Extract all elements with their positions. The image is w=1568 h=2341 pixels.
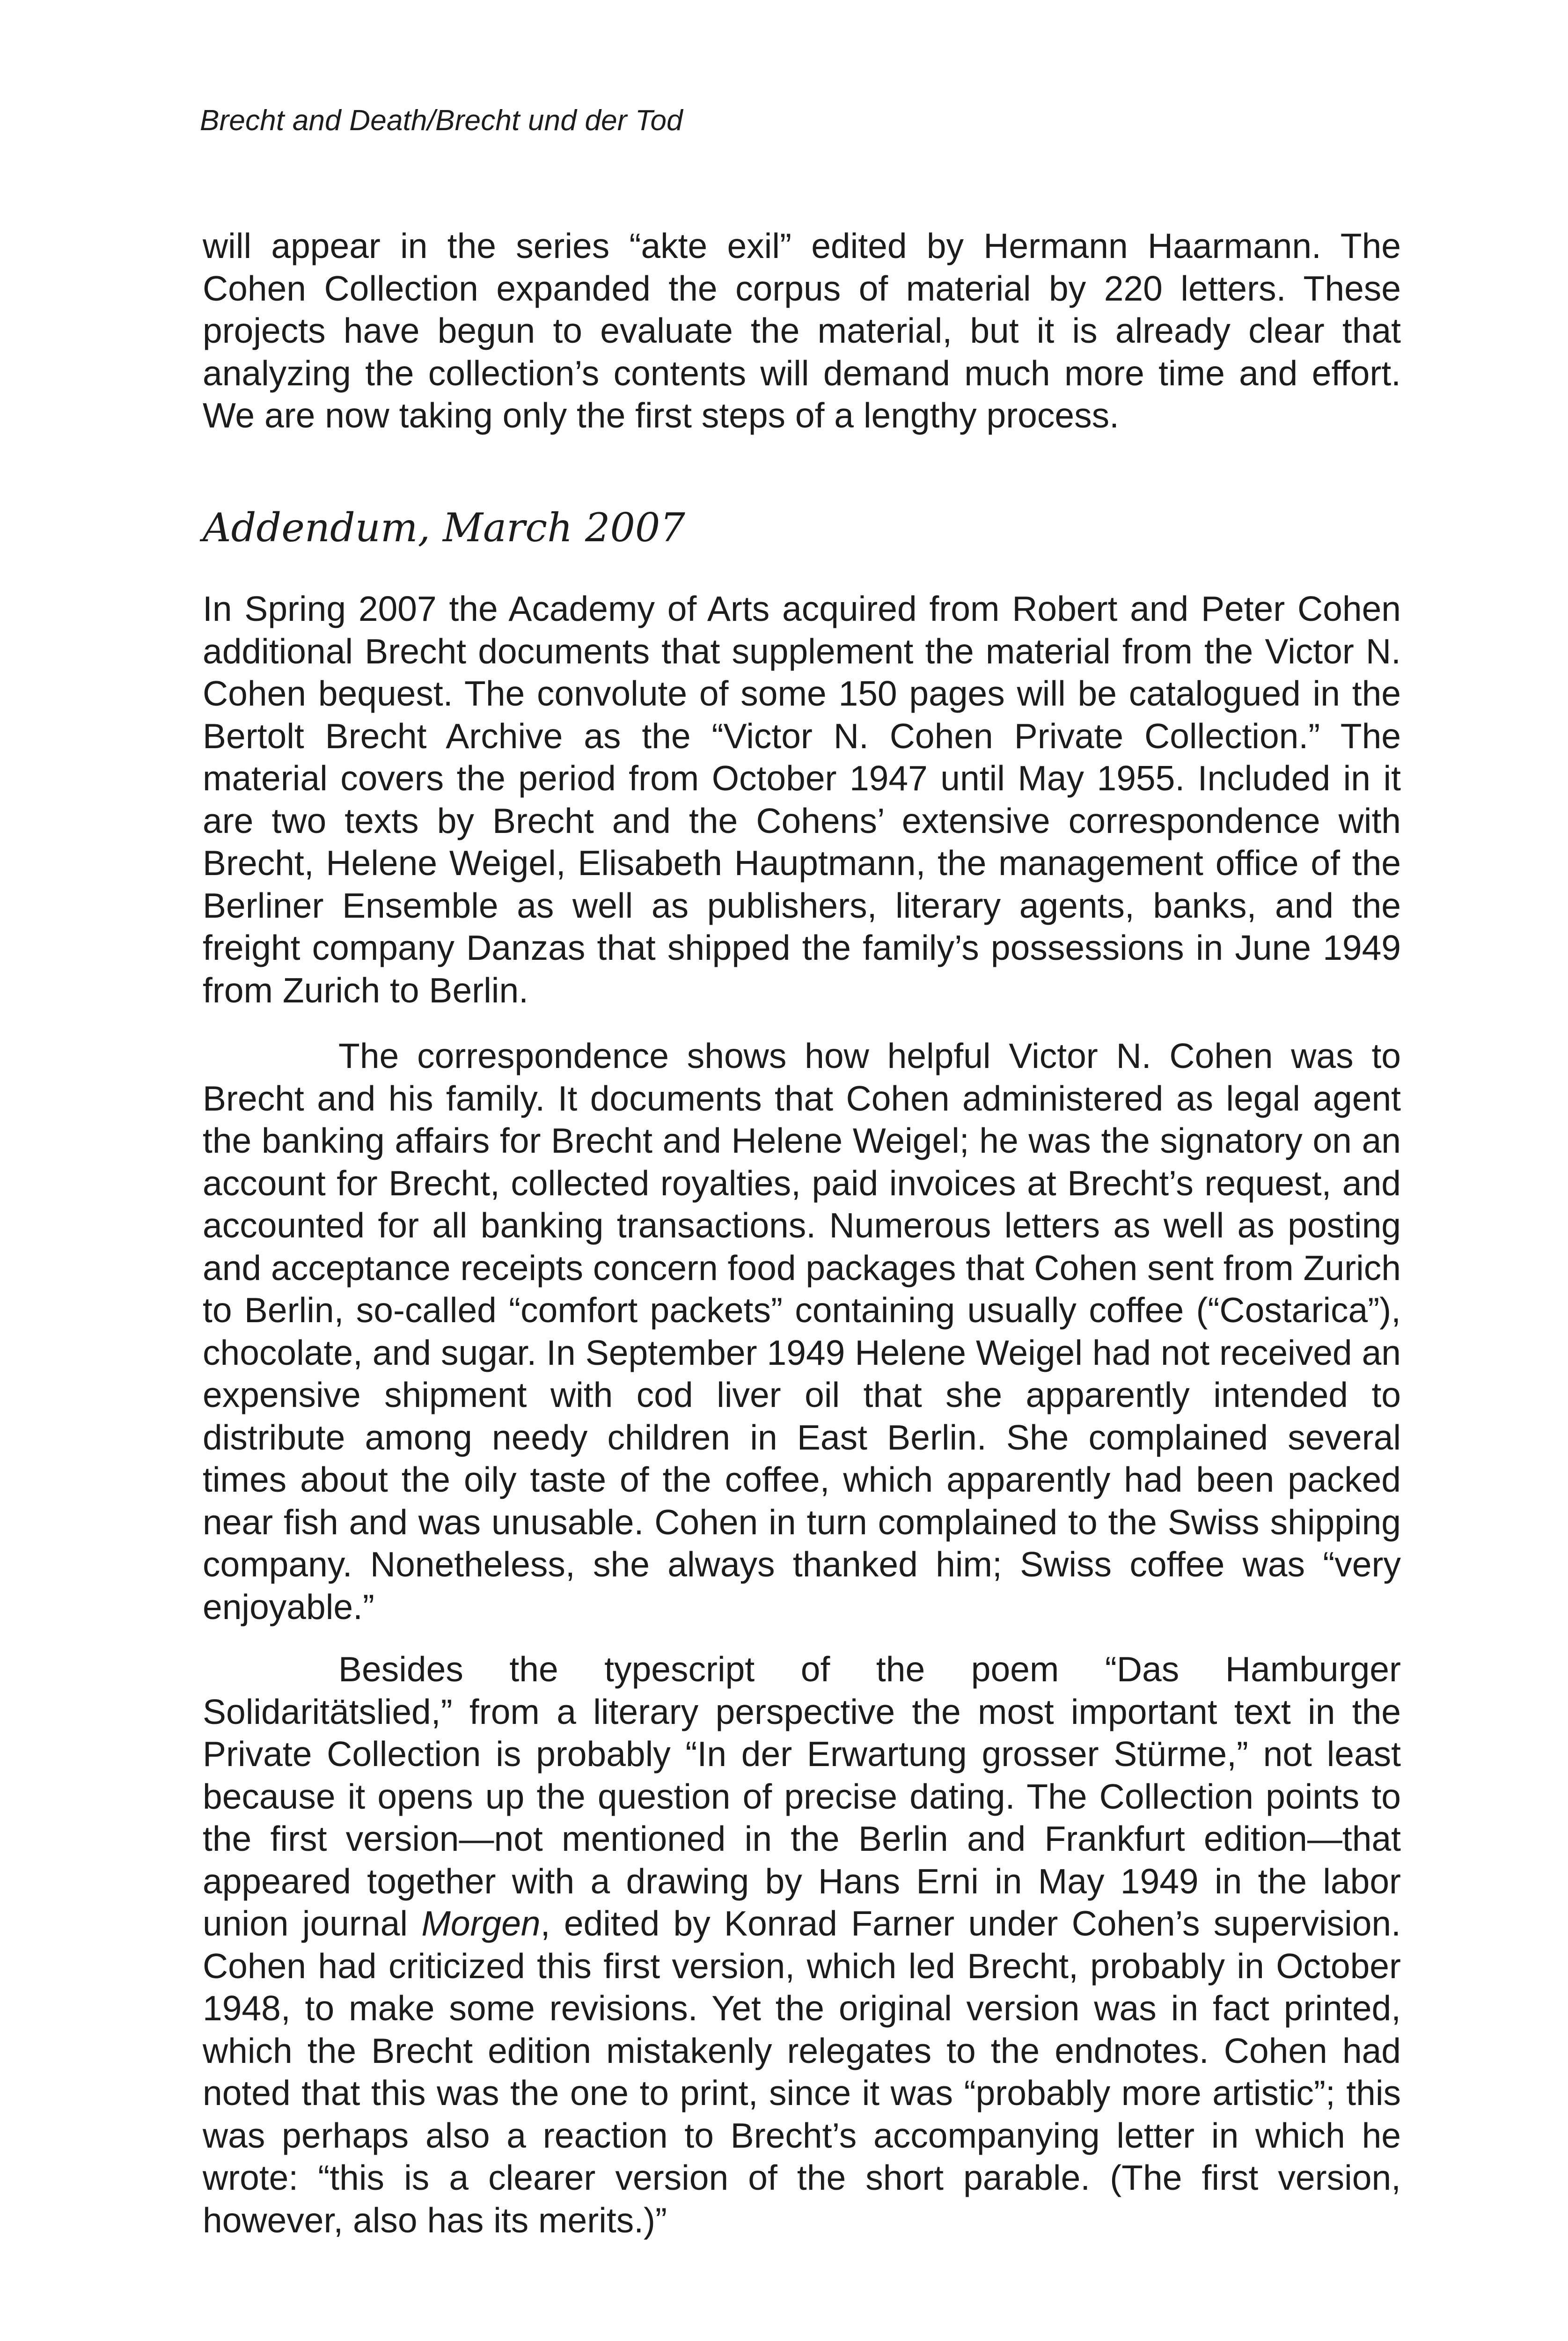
paragraph-4-part-2: , edited by Konrad Farner under Cohen’s supervision. Cohen had criticized this first version, which led Brecht, probably in October 1948, to make some revisions. Yet the original version was in fact printed, which the Brecht edition mistakenly relegates to the endnotes. Cohen had noted that this was the one to print, since it was “probably more artistic”; this was perhaps also a reaction to Brecht’s accompanying letter in which he wrote: “this is a clearer version of the short parable. (The first version, however, also has its merits.)” bbox=[203, 1904, 1401, 2240]
paragraph-1: will appear in the series “akte exil” edited by Hermann Haarmann. The Cohen Collection expanded the corpus of material by 220 letters. These projects have begun to evaluate the material, but it is already clear that analyzing the collection’s contents will demand much more time and effort. We are now taking only the first steps of a lengthy process. bbox=[203, 226, 1401, 435]
paragraph-4 bbox=[203, 1648, 1401, 2241]
journal-title: Morgen bbox=[421, 1904, 541, 1943]
running-head: Brecht and Death/Brecht und der Tod bbox=[200, 104, 683, 137]
paragraph-3: The correspondence shows how helpful Victor N. Cohen was to Brecht and his family. It documents that Cohen administered as legal agent the banking affairs for Brecht and Helene Weigel; he was the signatory on an account for Brecht, collected royalties, paid invoices at Brecht’s request, and accounted for all banking transactions. Numerous letters as well as posting and acceptance receipts concern food packages that Cohen sent from Zurich to Berlin, so-called “comfort packets” containing usually coffee (“Costarica”), chocolate, and sugar. In September 1949 Helene Weigel had not received an expensive shipment with cod liver oil that she apparently intended to distribute among needy children in East Berlin. She complained several times about the oily taste of the coffee, which apparently had been packed near fish and was unusable. Cohen in turn complained to the Swiss shipping company. Nonetheless, she always thanked him; Swiss coffee was “very enjoyable.” bbox=[203, 1036, 1401, 1627]
section-heading: Addendum, March 2007 bbox=[203, 505, 685, 551]
paragraph-4-part-1: Besides the typescript of the poem “Das Hamburger Solidaritätslied,” from a literary perspective the most important text in the Private Collection is probably “In der Erwartung grosser Stürme,” not least because it opens up the question of precise dating. The Collection points to the first version—not mentioned in the Berlin and Frankfurt edition—that appeared together with a drawing by Hans Erni in May 1949 in the labor union journal bbox=[203, 1649, 1401, 1943]
paragraph-2: In Spring 2007 the Academy of Arts acquired from Robert and Peter Cohen additional Brecht documents that supplement the material from the Victor N. Cohen bequest. The convolute of some 150 pages will be catalogued in the Bertolt Brecht Archive as the “Victor N. Cohen Private Collection.” The material covers the period from October 1947 until May 1955. Included in it are two texts by Brecht and the Cohens’ extensive correspondence with Brecht, Helene Weigel, Elisabeth Hauptmann, the management office of the Berliner Ensemble as well as publishers, literary agents, banks, and the freight company Danzas that shipped the family’s possessions in June 1949 from Zurich to Berlin. bbox=[203, 589, 1401, 1010]
